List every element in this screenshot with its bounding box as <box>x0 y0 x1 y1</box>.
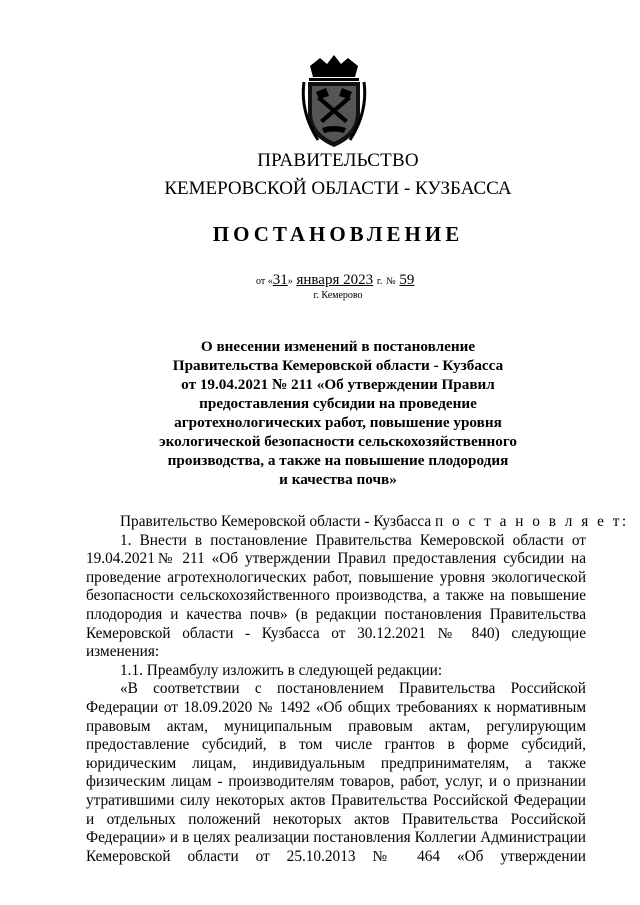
body-line: 1.1. Преамбулу изложить в следующей редакции: <box>120 661 443 679</box>
date-close-quote: » <box>287 276 293 287</box>
body-line: предоставление субсидий, в том числе грантов в форме субсидий, <box>86 736 586 754</box>
body-line: Федерации» и в целях реализации постановления Коллегии Администрации <box>86 829 586 847</box>
body-line: 1. Внести в постановление Правительства Кемеровской области от <box>120 531 586 549</box>
document-body <box>86 513 629 866</box>
body-line: и отдельных положений некоторых актов Правительства Российской <box>86 810 586 828</box>
body-line: утратившими силу некоторых актов Правительства Российской Федерации <box>86 791 586 809</box>
title-line: экологической безопасности сельскохозяйственного <box>159 433 517 450</box>
body-line: проведение агротехнологических работ, повышение уровня экологической <box>86 568 586 586</box>
intro-prefix: Правительство Кемеровской области - Кузбасса <box>120 513 432 530</box>
body-line: Кемеровской области - Кузбасса от 30.12.2021 № 840) следующие <box>86 624 586 642</box>
body-line: правовым актам, муниципальным правовым актам, регулирующим <box>86 717 586 735</box>
title-line: предоставления субсидии на проведение <box>199 395 477 412</box>
document-number: 59 <box>399 272 415 288</box>
title-line: агротехнологических работ, повышение уровня <box>174 414 502 431</box>
date-day: 31 <box>272 272 288 288</box>
government-name-line1: ПРАВИТЕЛЬСТВО <box>257 150 419 171</box>
title-line: и качества почв» <box>279 471 397 488</box>
body-intro <box>86 513 629 532</box>
body-line: безопасности сельскохозяйственного производства, а также на повышение <box>86 587 586 605</box>
government-name-line2: КЕМЕРОВСКОЙ ОБЛАСТИ - КУЗБАССА <box>164 178 512 199</box>
date-g: г. <box>376 276 383 287</box>
title-line: О внесении изменений в постановление <box>200 338 476 355</box>
title-line: от 19.04.2021 № 211 «Об утверждении Правил <box>181 376 495 393</box>
title-line: Правительства Кемеровской области - Кузбасса <box>172 357 504 374</box>
body-line: плодородия и качества почв» (в редакции постановления Правительства <box>86 605 586 623</box>
title-line: производства, а также на повышение плодородия <box>167 452 509 469</box>
document-title <box>120 337 556 489</box>
coat-of-arms-icon <box>300 52 368 152</box>
date-ot: от « <box>256 276 273 287</box>
body-line: Кемеровской области от 25.10.2013 № 464 «Об утверждении <box>86 847 586 865</box>
body-line: «В соответствии с постановлением Правительства Российской <box>120 680 586 698</box>
body-line: физическим лицам - производителям товаров, работ, услуг, и о признании <box>86 773 586 791</box>
date-month-year: января 2023 <box>296 272 374 288</box>
body-line: изменения: <box>86 643 160 661</box>
body-line: юридическим лицам, индивидуальным предпринимателям, а также <box>86 754 586 772</box>
document-type: ПОСТАНОВЛЕНИЕ <box>212 222 464 246</box>
body-line: Федерации от 18.09.2020 № 1492 «Об общих требованиях к нормативным <box>86 698 586 716</box>
date-line <box>256 272 414 289</box>
number-label: № <box>386 276 396 287</box>
body-line: 19.04.2021№ 211 «Об утверждении Правил предоставления субсидии на <box>86 550 586 568</box>
intro-spaced-verb: п о с т а н о в л я е т: <box>435 513 629 530</box>
city: г. Кемерово <box>313 290 363 301</box>
